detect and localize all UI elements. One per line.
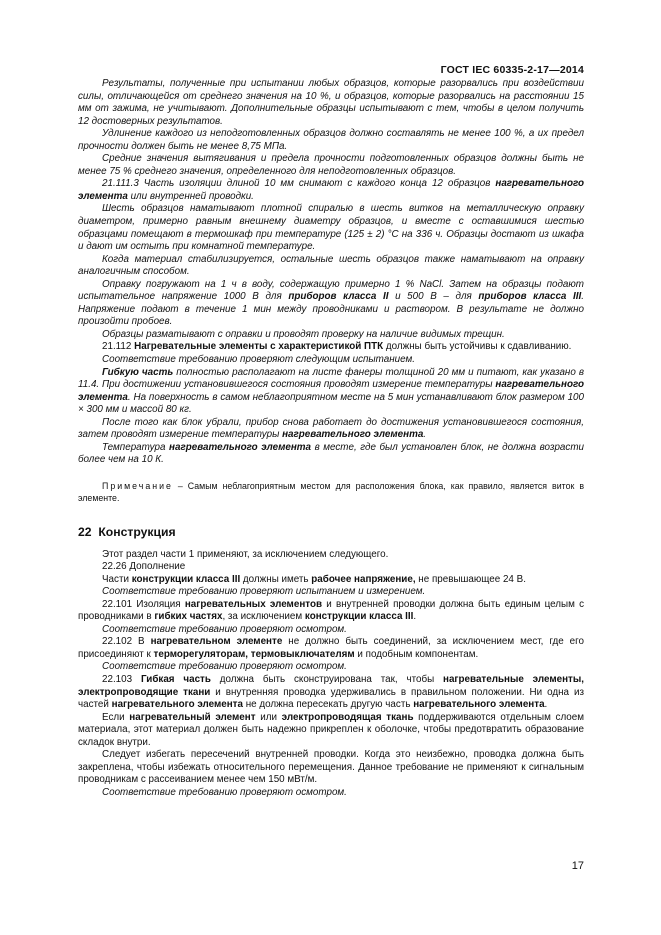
paragraph: Следует избегать пересечений внутренней проводки. Когда это неизбежно, проводка должна быть закреплена, чтобы избежать относительного перемещения. Данное требование не применяют к сигнальным проводникам с рассеиванием менее чем 150 мВт/м. (78, 749, 584, 786)
paragraph: Оправку погружают на 1 ч в воду, содержащую примерно 1 % NaCl. Затем на образцы подают испытательное напряжение 1000 В для приборов класса II и 500 В – для приборов класса III. Напряжение подают в течение 1 мин между проводниками и раствором. В результате не должно произойти пробоев. (78, 278, 584, 328)
paragraph: Части конструкции класса III должны иметь рабочее напряжение, не превышающее 24 В. (102, 573, 526, 585)
paragraph: Соответствие требованию проверяют осмотром. (102, 623, 347, 635)
paragraph: 22.101 Изоляция нагревательных элементов и внутренней проводки должна быть единым целым с проводниками в гибких частях, за исключением конструкции класса III. (78, 598, 585, 623)
paragraph: Если нагревательный элемент или электропроводящая ткань поддерживаются отдельным слоем материала, этот материал должен быть надежно прикреплен к оболочке, чтобы предотвратить образование складок внутри. (78, 711, 585, 748)
paragraph: Температура нагревательного элемента в месте, где был установлен блок, не должна возрасти более чем на 10 К. (78, 441, 585, 466)
document-header: ГОСТ IEC 60335-2-17—2014 (440, 64, 584, 76)
paragraph: После того как блок убрали, прибор снова работает до достижения установившегося состояния, затем проводят измерение температуры нагревательного элемента. (78, 416, 584, 441)
paragraph: Средние значения вытягивания и предела прочности подготовленных образцов должны быть не менее 75 % среднего значения, определенного для неподготовленных образцов. (78, 153, 584, 177)
paragraph: 22.103 Гибкая часть должна быть сконструирована так, чтобы нагревательные элементы, электропроводящие ткани и внутренняя проводка удерживались в правильном положении. Ни одна из частей нагревательного элемента не должна пересекать другую часть нагревательного элемента. (78, 673, 584, 711)
page-number: 17 (571, 860, 584, 872)
paragraph: Этот раздел части 1 применяют, за исключением следующего. (102, 548, 389, 560)
paragraph: Результаты, полученные при испытании любых образцов, которые разорвались при воздействии силы, отличающейся от среднего значения на 10 %, и образцов, которые разорвались на расстоянии 15 мм от зажима, не учитывают. Дополнительные образцы испытывают с тем, чтобы в целом получить 12 достоверных результатов. (78, 78, 584, 127)
paragraph: Соответствие требованию проверяют следующим испытанием. (102, 354, 415, 366)
paragraph: Гибкую часть полностью располагают на листе фанеры толщиной 20 мм и питают, как указано в 11.4. При достижении установившегося состояния проводят измерение температуры нагревательного элемента. На поверхность в самом неблагоприятном месте на 5 мин устанавливают блок размером 100 × 300 мм и массой 80 кг. (78, 366, 584, 416)
paragraph: Когда материал стабилизируется, остальные шесть образцов также наматывают на оправку аналогичным способом. (78, 253, 584, 278)
paragraph: Соответствие требованию проверяют осмотром. (102, 786, 347, 798)
paragraph: Шесть образцов наматывают плотной спиралью в шесть витков на металлическую оправку диаметром, примерно равным внешнему диаметру образцов, и вместе с оставшимися шестью образцами помещают в термошкаф при температуре (125 ± 2) °С на 336 ч. Образцы достают из шкафа и дают им остыть при комнатной температуре. (78, 203, 584, 253)
note-label: Примечание (102, 480, 173, 491)
paragraph: 21.112 Нагревательные элементы с характеристикой ПТК должны быть устойчивы к сдавливанию. (102, 341, 572, 353)
page-body (78, 78, 584, 799)
section-title: Конструкция (98, 524, 176, 539)
note-text: – Самым неблагоприятным местом для расположения блока, как правило, является виток в элементе. (78, 480, 584, 503)
note (78, 480, 584, 504)
paragraph: Образцы разматывают с оправки и проводят проверку на наличие видимых трещин. (102, 328, 505, 340)
paragraph: Соответствие требованию проверяют осмотром. (102, 661, 347, 673)
paragraph: Соответствие требованию проверяют испытанием и измерением. (102, 586, 426, 598)
section-number: 22 (78, 524, 92, 539)
paragraph: 22.102 В нагревательном элементе не должно быть соединений, за исключением мест, где его присоединяют к терморегуляторам, термовыключателям и подобным компонентам. (78, 636, 584, 660)
section-heading (78, 526, 584, 539)
paragraph: 22.26 Дополнение (102, 561, 186, 573)
paragraph: Удлинение каждого из неподготовленных образцов должно составлять не менее 100 %, а их предел прочности должен быть не менее 8,75 МПа. (78, 128, 584, 152)
paragraph: 21.111.3 Часть изоляции длиной 10 мм снимают с каждого конца 12 образцов нагревательного элемента или внутренней проводки. (78, 178, 584, 202)
